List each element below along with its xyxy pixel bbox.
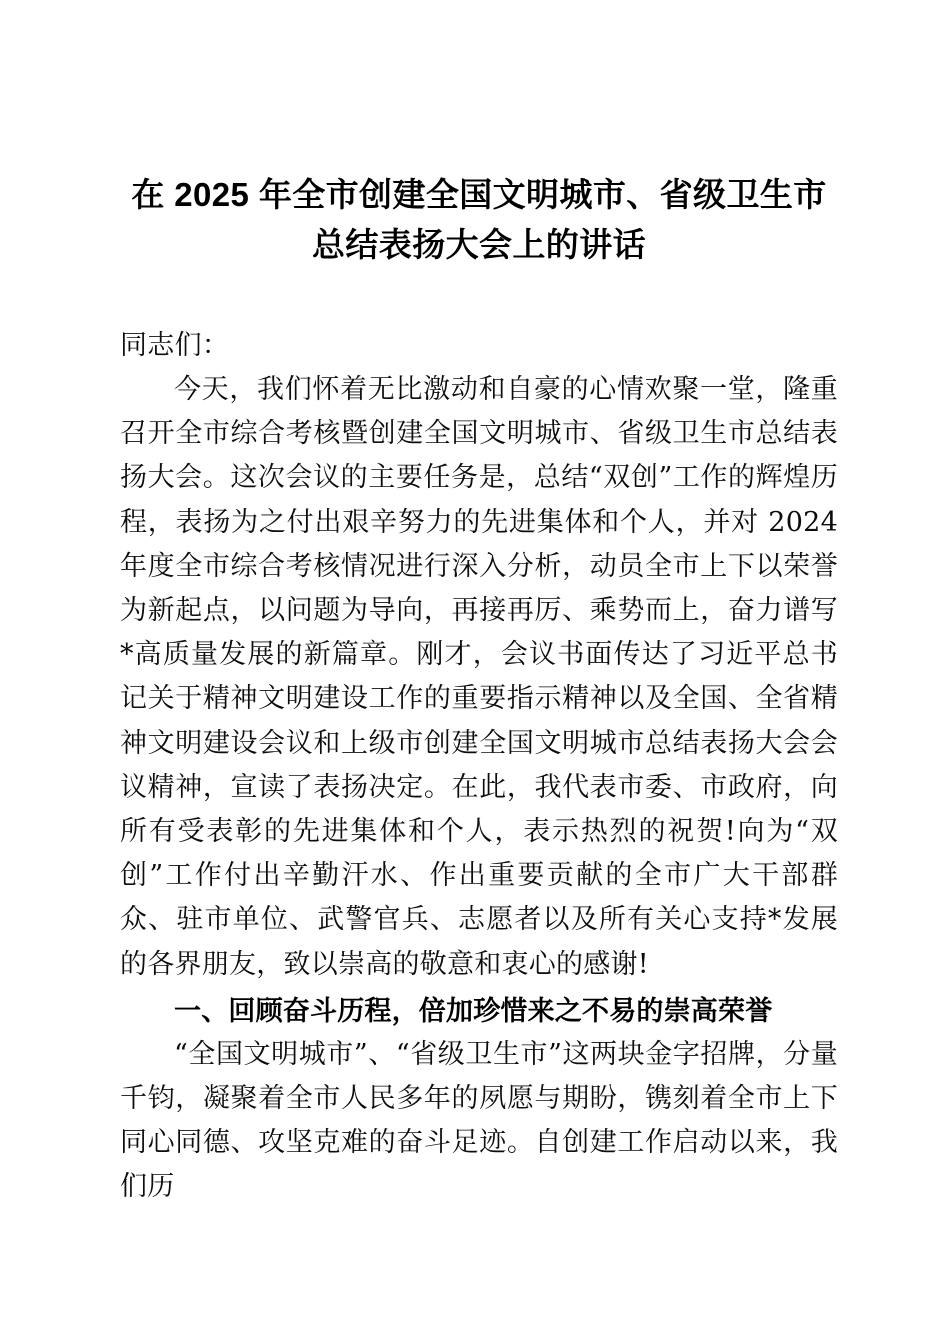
document-content <box>120 0 838 1210</box>
body-paragraph-1: 今天，我们怀着无比激动和自豪的心情欢聚一堂，隆重召开全市综合考核暨创建全国文明城市、省级卫生市总结表扬大会。这次会议的主要任务是，总结“双创”工作的辉煌历程，表扬为之付出艰辛努力的先进集体和个人，并对 2024 年度全市综合考核情况进行深入分析，动员全市上下以荣誉为新起点，以问题为导向，再接再厉、乘势而上，奋力谱写*高质量发展的新篇章。刚才，会议书面传达了习近平总书记关于精神文明建设工作的重要指示精神以及全国、全省精神文明建设会议和上级市创建全国文明城市总结表扬大会会议精神，宣读了表扬决定。在此，我代表市委、市政府，向所有受表彰的先进集体和个人，表示热烈的祝贺!向为“双创”工作付出辛勤汗水、作出重要贡献的全市广大干部群众、驻市单位、武警官兵、志愿者以及所有关心支持*发展的各界朋友，致以崇高的敬意和衷心的感谢! <box>120 374 838 980</box>
section-heading-1: 一、回顾奋斗历程，倍加珍惜来之不易的崇高荣誉 <box>174 995 773 1026</box>
salutation: 同志们： <box>120 330 230 361</box>
page-title: 在 2025 年全市创建全国文明城市、省级卫生市总结表扬大会上的讲话 <box>131 176 827 263</box>
body-paragraph-2: “全国文明城市”、“省级卫生市”这两块金字招牌，分量千钧，凝聚着全市人民多年的夙愿与期盼，镌刻着全市上下同心同德、攻坚克难的奋斗足迹。自创建工作启动以来，我们历 <box>120 1038 838 1203</box>
